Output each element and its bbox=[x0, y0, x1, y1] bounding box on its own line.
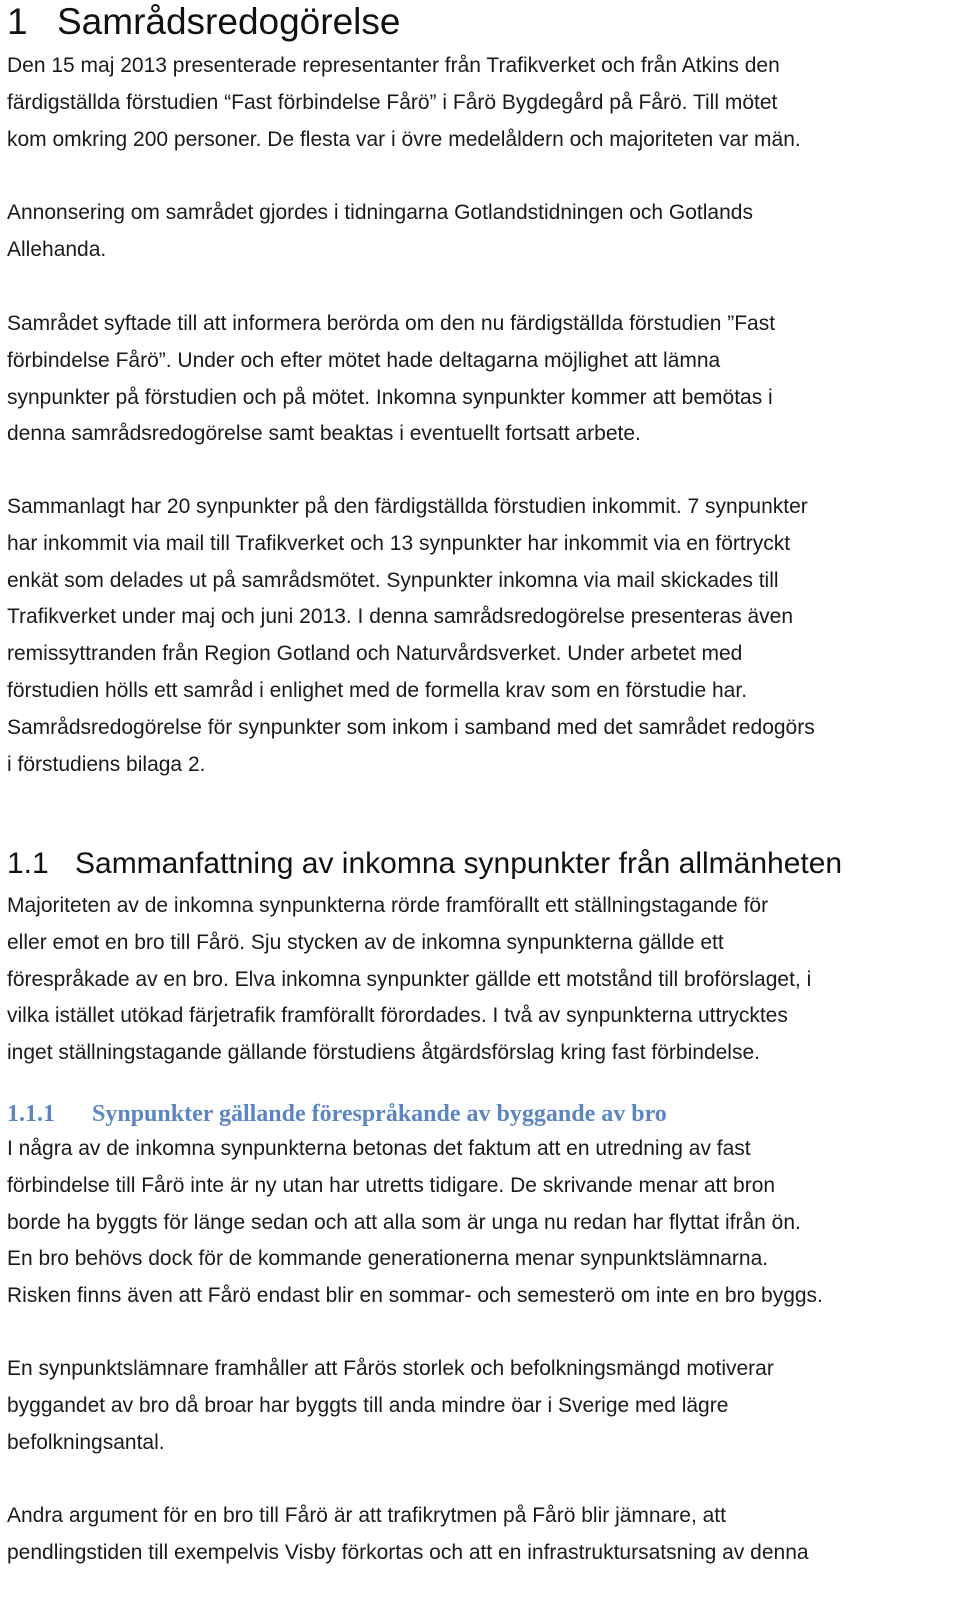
text-line: färdigställda förstudien “Fast förbindelse Fårö” i Fårö Bygdegård på Fårö. Till mötet bbox=[7, 90, 778, 114]
text-line: eller emot en bro till Fårö. Sju stycken av de inkomna synpunkterna gällde ett bbox=[7, 930, 724, 954]
paragraph-public-summary bbox=[7, 888, 811, 1072]
paragraph-other-arguments bbox=[7, 1498, 809, 1572]
text-line: kom omkring 200 personer. De flesta var i övre medelåldern och majoriteten var män. bbox=[7, 127, 801, 151]
paragraph-meeting-intro bbox=[7, 48, 801, 158]
paragraph-bridge-arguments bbox=[7, 1131, 823, 1315]
text-line: befolkningsantal. bbox=[7, 1430, 165, 1454]
text-line: Samrådet syftade till att informera berörda om den nu färdigställda förstudien ”Fast bbox=[7, 312, 776, 335]
text-line: byggandet av bro då broar har byggts till anda mindre öar i Sverige med lägre bbox=[7, 1393, 729, 1417]
text-line: remissyttranden från Region Gotland och Naturvårdsverket. Under arbetet med bbox=[7, 642, 743, 666]
text-line: synpunkter på förstudien och på mötet. Inkomna synpunkter kommer att bemötas i bbox=[7, 385, 773, 409]
heading-1-number: 1 bbox=[7, 1, 28, 42]
text-line: Den 15 maj 2013 presenterade representanter från Trafikverket och från Atkins den bbox=[7, 54, 780, 77]
heading-1-1-1-title: Synpunkter gällande förespråkande av byggande av bro bbox=[92, 1101, 667, 1127]
paragraph-population bbox=[7, 1351, 774, 1461]
text-line: förespråkade av en bro. Elva inkomna synpunkter gällde ett motstånd till broförslaget, i bbox=[7, 967, 812, 991]
text-line: har inkommit via mail till Trafikverket och 13 synpunkter har inkommit via en förtryckt bbox=[7, 531, 791, 555]
heading-1-1-1 bbox=[7, 1096, 667, 1132]
text-line: I några av de inkomna synpunkterna betonas det faktum att en utredning av fast bbox=[7, 1137, 751, 1160]
text-line: inget ställningstagande gällande förstudiens åtgärdsförslag kring fast förbindelse. bbox=[7, 1041, 760, 1065]
text-line: Trafikverket under maj och juni 2013. I denna samrådsredogörelse presenteras även bbox=[7, 605, 793, 629]
text-line: vilka istället utökad färjetrafik framförallt förordades. I två av synpunkterna uttrycktes bbox=[7, 1004, 788, 1028]
paragraph-purpose bbox=[7, 306, 775, 453]
text-line: enkät som delades ut på samrådsmötet. Synpunkter inkomna via mail skickades till bbox=[7, 568, 779, 592]
heading-1-title: Samrådsredogörelse bbox=[57, 1, 401, 42]
paragraph-summary-count bbox=[7, 489, 815, 783]
text-line: förstudien hölls ett samråd i enlighet med de formella krav som en förstudie har. bbox=[7, 678, 748, 702]
heading-1-1 bbox=[7, 844, 842, 884]
text-line: Sammanlagt har 20 synpunkter på den färdigställda förstudien inkommit. 7 synpunkter bbox=[7, 495, 808, 518]
text-line: En synpunktslämnare framhåller att Fårös storlek och befolkningsmängd motiverar bbox=[7, 1357, 774, 1380]
text-line: Risken finns även att Fårö endast blir en sommar- och semesterö om inte en bro byggs. bbox=[7, 1284, 823, 1308]
text-line: Allehanda. bbox=[7, 237, 107, 261]
text-line: Annonsering om samrådet gjordes i tidningarna Gotlandstidningen och Gotlands bbox=[7, 201, 753, 224]
text-line: i förstudiens bilaga 2. bbox=[7, 752, 206, 776]
text-line: förbindelse Fårö”. Under och efter mötet hade deltagarna möjlighet att lämna bbox=[7, 348, 721, 372]
paragraph-announcement bbox=[7, 195, 753, 269]
heading-1-1-number: 1.1 bbox=[7, 847, 49, 880]
text-line: denna samrådsredogörelse samt beaktas i eventuellt fortsatt arbete. bbox=[7, 422, 641, 446]
text-line: pendlingstiden till exempelvis Visby förkortas och att en infrastruktursatsning av denna bbox=[7, 1540, 809, 1564]
text-line: förbindelse till Fårö inte är ny utan har utretts tidigare. De skrivande menar att bron bbox=[7, 1173, 776, 1197]
heading-1 bbox=[7, 2, 400, 42]
text-line: borde ha byggts för länge sedan och att alla som är unga nu redan har flyttat ifrån ön. bbox=[7, 1210, 801, 1234]
text-line: Andra argument för en bro till Fårö är att trafikrytmen på Fårö blir jämnare, att bbox=[7, 1504, 726, 1527]
heading-1-1-title: Sammanfattning av inkomna synpunkter från allmänheten bbox=[75, 847, 843, 880]
text-line: Majoriteten av de inkomna synpunkterna rörde framförallt ett ställningstagande för bbox=[7, 894, 769, 917]
heading-1-1-1-number: 1.1.1 bbox=[7, 1101, 55, 1127]
text-line: En bro behövs dock för de kommande generationerna menar synpunktslämnarna. bbox=[7, 1247, 769, 1271]
text-line: Samrådsredogörelse för synpunkter som inkom i samband med det samrådet redogörs bbox=[7, 715, 815, 739]
